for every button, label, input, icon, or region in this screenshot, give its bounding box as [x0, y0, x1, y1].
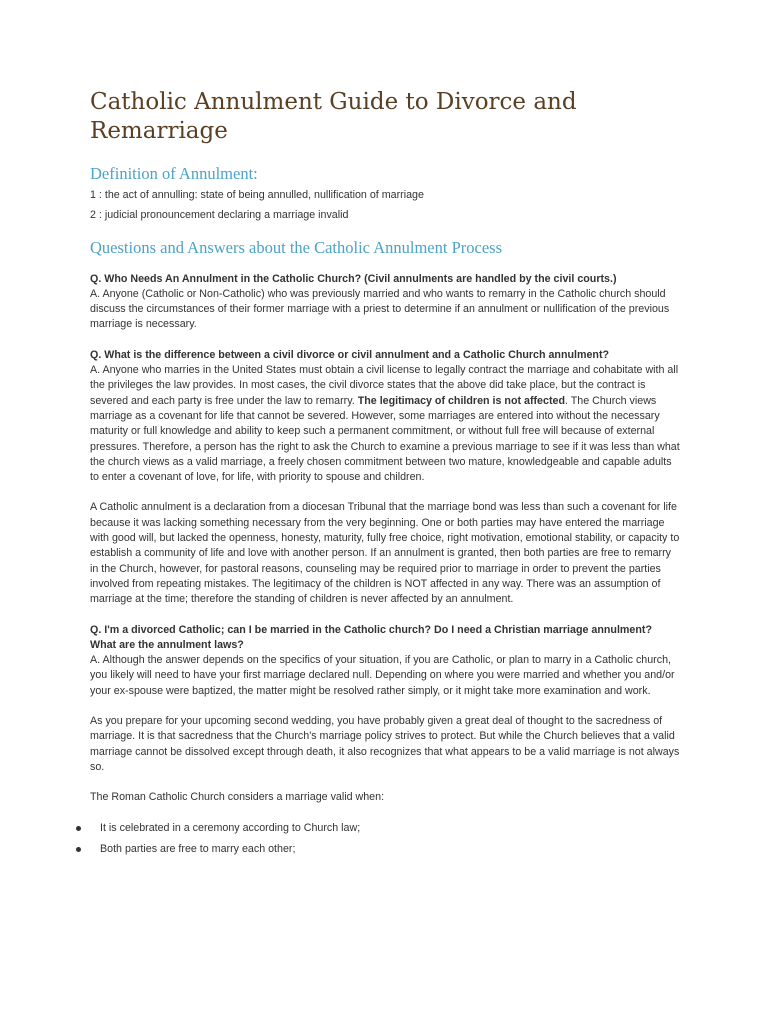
answer-3: A. Although the answer depends on the specifics of your situation, if you are Catholic, or plan to marry in a Catholic church, you likely will need to have your first marriage declared null. Depending on where you were married and whether you and/or your ex-spouse were baptized, the matter might be resolved rather simply, or it might take more examination and work. [90, 654, 675, 697]
answer-2-paragraph-2: A Catholic annulment is a declaration from a diocesan Tribunal that the marriage bond was less than such a covenant for life because it was lacking something necessary from the very beginning. One or both parties may have entered the marriage with good will, but lacked the openness, honesty, maturity, fully free choice, right motivation, emotional stability, or capacity to establish a community of life and love with another person. If an annulment is granted, then both parties are free to remarry in the Church, however, for pastoral reasons, counseling may be required prior to marriage in order to prevent the parties involved from repeating mistakes. The legitimacy of the children is NOT affected in any way. There was an assumption of marriage at the time; therefore the standing of children is never affected by an annulment. [90, 501, 680, 606]
validity-list [90, 821, 680, 858]
answer-2-bold: The legitimacy of children is not affected [357, 394, 565, 407]
page-title: Catholic Annulment Guide to Divorce and Remarriage [90, 89, 577, 144]
qa-heading: Questions and Answers about the Catholic Annulment Process [90, 237, 502, 257]
qa-block-1 [90, 272, 680, 333]
question-1: Q. Who Needs An Annulment in the Catholic Church? (Civil annulments are handled by the civil courts.) [90, 272, 617, 285]
question-3: Q. I'm a divorced Catholic; can I be married in the Catholic church? Do I need a Christian marriage annulment? What are the annulment laws? [90, 623, 652, 651]
definition-item-1: 1 : the act of annulling: state of being annulled, nullification of marriage [90, 189, 424, 201]
definition-item-2: 2 : judicial pronouncement declaring a marriage invalid [90, 209, 349, 222]
answer-1: A. Anyone (Catholic or Non-Catholic) who was previously married and who wants to remarry in the Catholic church should discuss the circumstances of their former marriage with a priest to determine if an annulment or nullification of the previous marriage is necessary. [90, 287, 670, 331]
answer-2-part2: . The Church views marriage as a covenant for life that cannot be severed. However, some marriages are entered into without the necessary maturity or full knowledge and ability to keep such a permanent commitment, or without full free will because of external pressures. Therefore, a person has the right to ask the Church to examine a previous marriage to see if it was less than what the church views as a valid marriage, a freely chosen commitment between two mature, knowledgeable and capable adults to enter a covenant of love, for life, with priority to spouse and children. [90, 394, 680, 484]
bullet-icon [76, 847, 81, 852]
bullet-icon [76, 826, 81, 831]
question-2: Q. What is the difference between a civil divorce or civil annulment and a Catholic Church annulment? [90, 348, 610, 361]
answer-3-paragraph-3: The Roman Catholic Church considers a marriage valid when: [90, 791, 385, 804]
definition-heading: Definition of Annulment: [90, 164, 258, 183]
list-item [90, 821, 680, 836]
document-content [90, 88, 680, 863]
list-item [90, 842, 680, 857]
qa-block-3 [90, 623, 680, 699]
answer-2-part1: A. Anyone who marries in the United States must obtain a civil license to legally contract the marriage and cohabitate with all the privileges the law provides. In most cases, the civil divorce states that the above did take place, but the contract is severed and each party is free under the law to remarry. [90, 364, 679, 407]
answer-3-paragraph-2: As you prepare for your upcoming second wedding, you have probably given a great deal of thought to the sacredness of marriage. It is that sacredness that the Church's marriage policy strives to protect. But while the Church believes that a valid marriage cannot be dissolved except through death, it also recognizes that what appears to be a valid marriage is not always so. [90, 715, 680, 773]
list-item-text: Both parties are free to marry each other; [100, 842, 296, 855]
qa-block-2 [90, 348, 680, 486]
list-item-text: It is celebrated in a ceremony according to Church law; [100, 821, 361, 834]
